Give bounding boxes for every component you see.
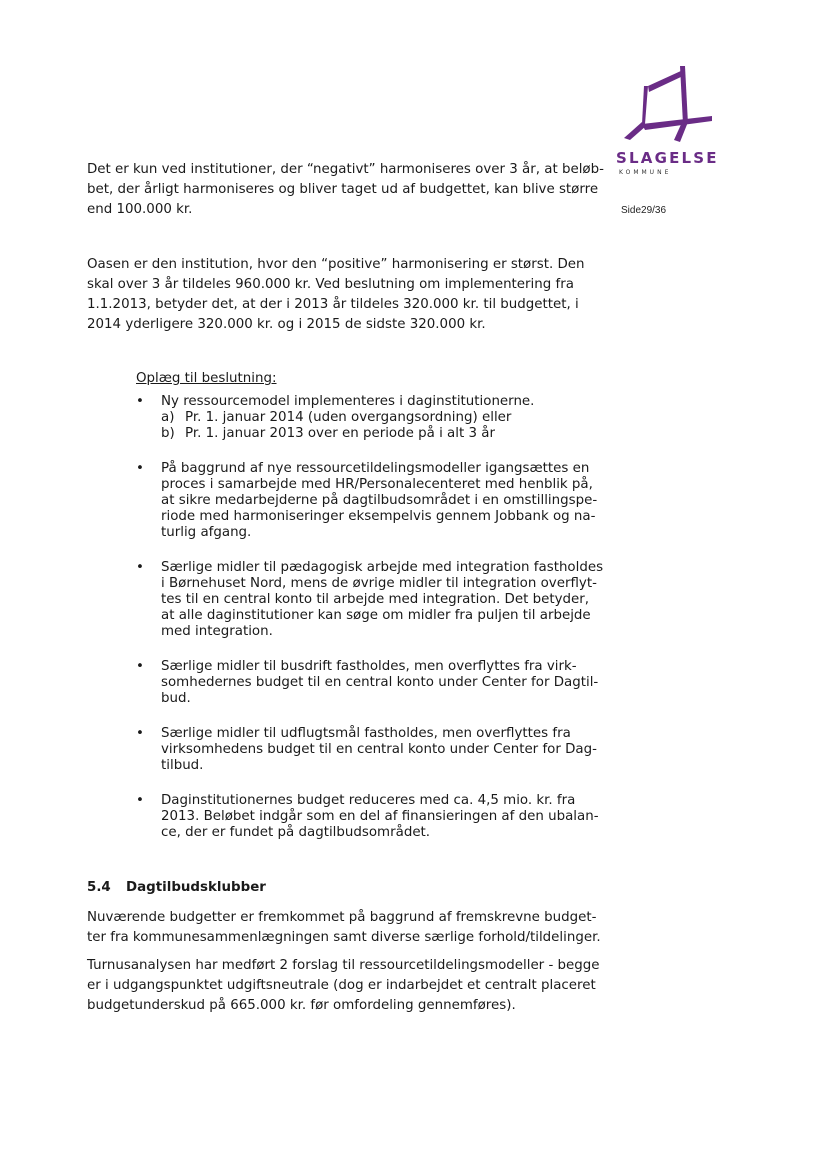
text-line: bet, der årligt harmoniseres og bliver taget ud af budgettet, kan blive større [87, 182, 599, 197]
option-label: a) [161, 410, 175, 425]
page-number: Side29/36 [621, 205, 667, 216]
section-title: Dagtilbudsklubber [126, 880, 266, 895]
section-number: 5.4 [87, 880, 111, 895]
list-item [136, 659, 616, 707]
text-line: Ny ressourcemodel implementeres i daginstitutionerne. [161, 394, 535, 409]
text-line: virksomhedens budget til en central konto under Center for Dag- [161, 742, 597, 757]
paragraph-oasen [87, 255, 585, 335]
logo-mark-icon [620, 64, 712, 144]
list-item [136, 560, 616, 640]
list-item [136, 461, 616, 541]
text-line: tes til en central konto til arbejde med integration. Det betyder, [161, 592, 590, 607]
logo-name: SLAGELSE [616, 149, 719, 167]
option-item [161, 426, 616, 442]
list-item [136, 394, 616, 442]
list-item [136, 793, 616, 841]
text-line: 2014 yderligere 320.000 kr. og i 2015 de sidste 320.000 kr. [87, 317, 486, 332]
option-list [161, 410, 616, 442]
text-line: ce, der er fundet på dagtilbudsområdet. [161, 825, 431, 840]
text-line: Oasen er den institution, hvor den “positive” harmonisering er størst. Den [87, 257, 585, 272]
logo-subtitle: KOMMUNE [619, 169, 672, 176]
text-line: med integration. [161, 624, 273, 639]
text-line: skal over 3 år tildeles 960.000 kr. Ved beslutning om implementering fra [87, 277, 574, 292]
text-line: Særlige midler til udflugtsmål fastholdes, men overflyttes fra [161, 726, 571, 741]
text-line: er i udgangspunktet udgiftsneutrale (dog er indarbejdet et centralt placeret [87, 978, 596, 993]
decision-heading: Oplæg til beslutning: [136, 371, 277, 386]
list-item [136, 726, 616, 774]
decision-proposal [136, 369, 616, 841]
text-line: tilbud. [161, 758, 204, 773]
text-line: Det er kun ved institutioner, der “negativt” harmoniseres over 3 år, at beløb- [87, 162, 604, 177]
paragraph-turnus-analysis [87, 956, 600, 1016]
text-line: riode med harmoniseringer eksempelvis gennem Jobbank og na- [161, 509, 596, 524]
text-line: proces i samarbejde med HR/Personalecenteret med henblik på, [161, 477, 593, 492]
text-line: bud. [161, 691, 191, 706]
text-line: Turnusanalysen har medført 2 forslag til ressourcetildelingsmodeller - begge [87, 958, 600, 973]
paragraph-current-budgets [87, 908, 601, 948]
section-heading [87, 880, 266, 895]
paragraph-negative-harmonisation [87, 160, 604, 220]
text-line: Nuværende budgetter er fremkommet på baggrund af fremskrevne budget- [87, 910, 597, 925]
text-line: ter fra kommunesammenlægningen samt diverse særlige forhold/tildelinger. [87, 930, 601, 945]
option-text: Pr. 1. januar 2013 over en periode på i alt 3 år [185, 426, 495, 441]
text-line: På baggrund af nye ressourcetildelingsmodeller igangsættes en [161, 461, 590, 476]
text-line: i Børnehuset Nord, mens de øvrige midler til integration overflyt- [161, 576, 597, 591]
text-line: turlig afgang. [161, 525, 252, 540]
option-label: b) [161, 426, 175, 441]
option-text: Pr. 1. januar 2014 (uden overgangsordning) eller [185, 410, 512, 425]
text-line: somhedernes budget til en central konto under Center for Dagtil- [161, 675, 599, 690]
text-line: 2013. Beløbet indgår som en del af finansieringen af den ubalan- [161, 809, 599, 824]
text-line: end 100.000 kr. [87, 202, 193, 217]
text-line: at sikre medarbejderne på dagtilbudsområdet i en omstillingspe- [161, 493, 598, 508]
text-line: 1.1.2013, betyder det, at der i 2013 år tildeles 320.000 kr. til budgettet, i [87, 297, 579, 312]
text-line: Særlige midler til pædagogisk arbejde med integration fastholdes [161, 560, 604, 575]
text-line: budgetunderskud på 665.000 kr. før omfordeling gennemføres). [87, 998, 516, 1013]
text-line: Særlige midler til busdrift fastholdes, men overflyttes fra virk- [161, 659, 577, 674]
decision-list [136, 394, 616, 841]
text-line: Daginstitutionernes budget reduceres med ca. 4,5 mio. kr. fra [161, 793, 576, 808]
option-item [161, 410, 616, 426]
text-line: at alle daginstitutioner kan søge om midler fra puljen til arbejde [161, 608, 591, 623]
